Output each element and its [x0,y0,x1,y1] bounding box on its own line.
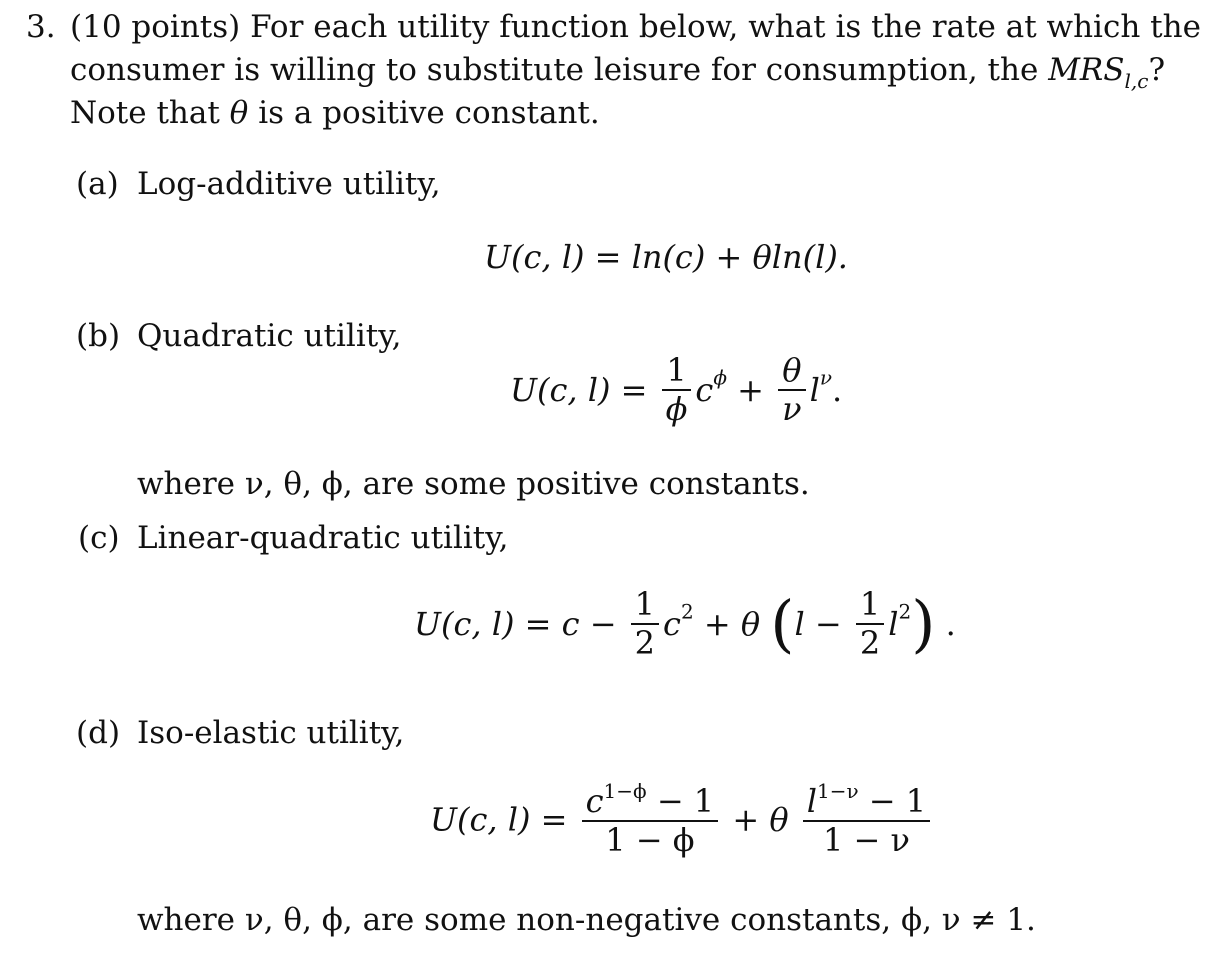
mrs-subscript: l,c [1124,69,1149,93]
part-c-term1-exp: 2 [680,599,694,624]
part-a-title: Log-additive utility, [137,166,441,202]
part-c-frac1-num: 1 [631,586,659,625]
part-d-frac1-num [582,780,719,822]
part-c-end: . [945,604,956,643]
problem-line-1: (10 points) For each utility function below, what is the rate at which the [70,9,1201,45]
problem-line-2-text: consumer is willing to substitute leisure for consumption, the [70,52,1049,88]
part-c-fraction-1 [631,586,659,662]
mrs-symbol: MRS [1048,52,1125,88]
part-d-formula [430,780,934,859]
part-c-term2-exp: 2 [898,599,912,624]
part-b-formula [510,352,842,428]
part-d-frac1-rest: − 1 [646,782,715,820]
part-b-lhs: U(c, l) = [510,370,648,409]
part-d-frac2-base: l [806,782,817,820]
problem-line-2-end: ? [1148,52,1166,88]
part-c-lhs: U(c, l) = c − [414,604,617,643]
part-b-fraction-1 [662,352,692,428]
part-d-note: where ν, θ, ϕ, are some non-negative constants, ϕ, ν ≠ 1. [137,902,1036,938]
part-c-plus-theta: + θ [703,604,761,643]
part-b-fraction-2 [778,352,805,428]
part-c-formula [414,586,956,662]
part-b-title: Quadratic utility, [137,318,402,354]
part-d-frac1-den: 1 − ϕ [605,820,695,859]
part-b-frac1-den: ϕ [665,389,688,428]
problem-line-3-end: is a positive constant. [248,95,600,131]
part-b-end: . [831,370,843,409]
part-d-frac1-base: c [585,782,604,820]
part-d-frac2-exp: 1−ν [816,779,859,803]
part-b-note: where ν, θ, ϕ, are some positive constants. [137,466,810,502]
problem-line-3 [70,92,600,134]
part-c-title: Linear-quadratic utility, [137,520,509,556]
part-d-label: (d) [76,715,121,751]
part-b-term1: c [695,370,714,409]
part-a-formula: U(c, l) = ln(c) + θln(l). [484,238,848,276]
part-b-term2: l [809,370,820,409]
theta-symbol: θ [229,95,249,131]
part-b-term1-exp: ϕ [713,365,727,390]
part-c-term1: c [663,604,681,643]
part-b-frac2-num: θ [778,352,805,391]
part-d-fraction-1 [582,780,719,859]
part-d-frac2-den: 1 − ν [822,820,910,859]
problem-line-3-text: Note that [70,95,230,131]
part-d-lhs: U(c, l) = [430,800,568,839]
part-b-plus: + [737,370,764,409]
part-d-frac2-rest: − 1 [858,782,927,820]
part-c-frac1-den: 2 [634,623,656,662]
part-c-fraction-2 [856,586,884,662]
part-c-frac2-num: 1 [856,586,884,625]
part-c-open-paren: ( [770,586,795,660]
part-b-label: (b) [76,318,121,354]
part-c-inner: l − [794,604,842,643]
part-b-term2-exp: ν [819,365,832,390]
part-d-frac1-exp: 1−ϕ [603,779,647,803]
part-c-close-paren: ) [911,586,936,660]
part-c-term2: l [888,604,899,643]
part-d-plus-theta: + θ [732,800,789,839]
part-d-fraction-2 [803,780,930,859]
part-d-title: Iso-elastic utility, [137,715,405,751]
problem-number: 3. [26,9,56,45]
part-c-label: (c) [78,520,120,556]
part-b-frac2-den: ν [782,389,802,428]
part-b-frac1-num: 1 [662,352,692,391]
part-d-frac2-num [803,780,930,822]
part-a-label: (a) [76,166,119,202]
part-c-frac2-den: 2 [859,623,881,662]
